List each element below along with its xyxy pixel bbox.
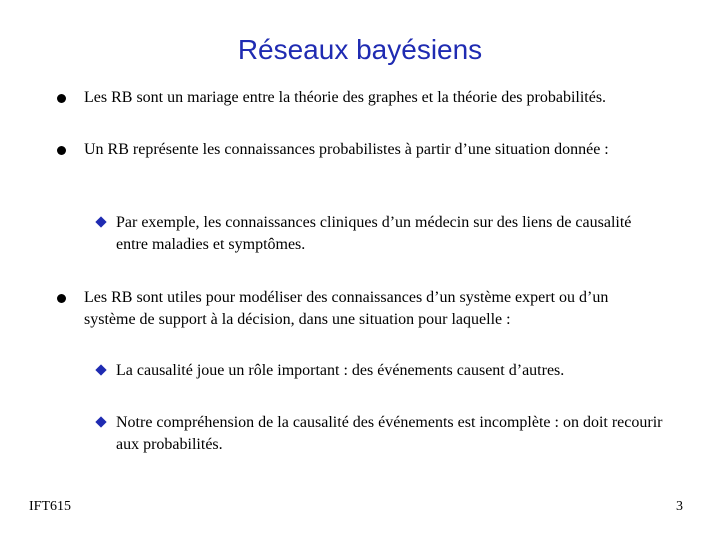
footer-course-code: IFT615 [29, 499, 71, 514]
bullet-item-3 [57, 287, 657, 331]
sub-bullet-text: La causalité joue un rôle important : des événements causent d’autres. [116, 362, 565, 379]
sub-bullet-item-2 [96, 360, 676, 382]
bullet-text: Un RB représente les connaissances probabilistes à partir d’une situation donnée : [84, 141, 609, 158]
bullet-item-1 [57, 87, 697, 109]
sub-bullet-text: Notre compréhension de la causalité des événements est incomplète : on doit recourir aux probabilités. [116, 414, 663, 453]
footer-page-number: 3 [676, 499, 683, 514]
slide-title: Réseaux bayésiens [237, 34, 483, 65]
sub-bullet-item-1 [96, 212, 646, 256]
sub-bullet-item-3 [96, 412, 666, 456]
bullet-text: Les RB sont utiles pour modéliser des connaissances d’un système expert ou d’un système de support à la décision, dans une situation pour laquelle : [84, 289, 609, 328]
sub-bullet-text: Par exemple, les connaissances cliniques d’un médecin sur des liens de causalité entre maladies et symptômes. [116, 214, 632, 253]
bullet-text: Les RB sont un mariage entre la théorie des graphes et la théorie des probabilités. [84, 89, 607, 106]
bullet-item-2 [57, 139, 677, 161]
